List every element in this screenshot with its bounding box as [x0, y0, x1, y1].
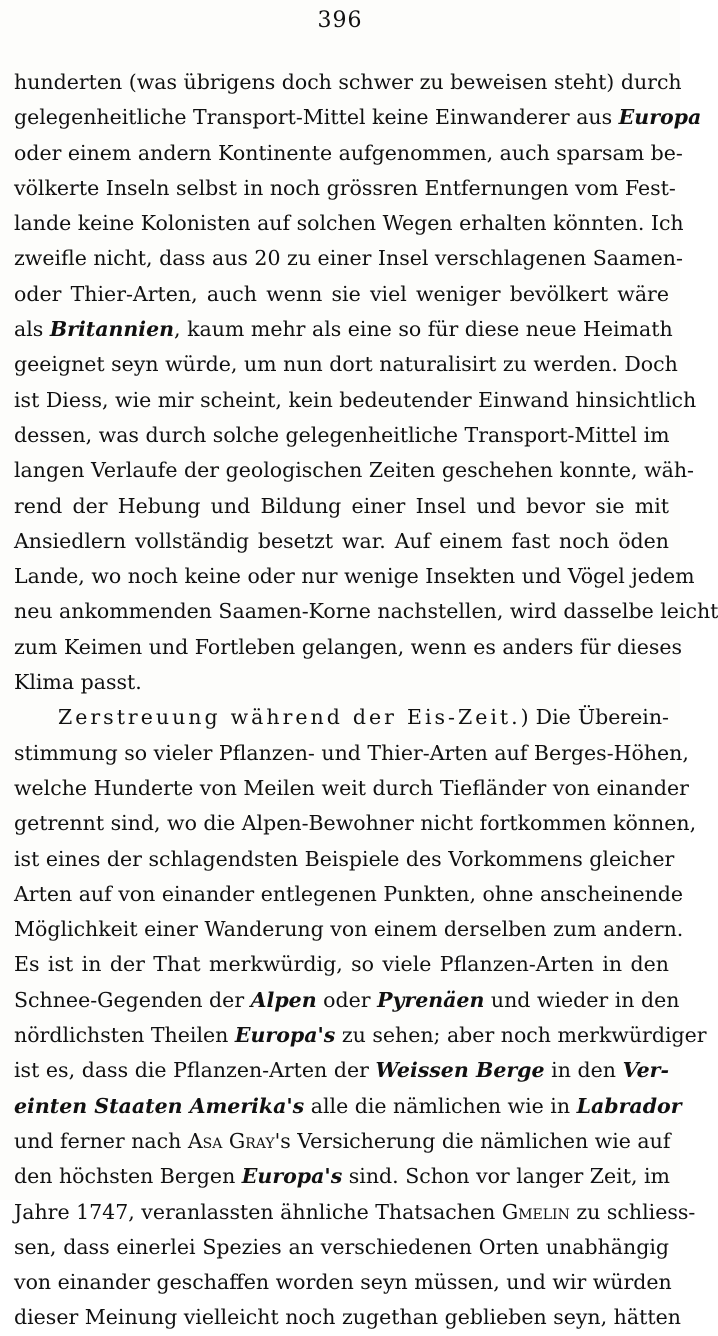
text-segment: zum Keimen und Fortleben gelangen, wenn es anders für dieses [14, 634, 682, 659]
text-segment: Möglichkeit einer Wanderung von einem derselben zum andern. [14, 917, 684, 942]
spaced-heading: Zerstreuung während der Eis-Zeit. [58, 705, 521, 730]
text-segment: und ferner nach [14, 1128, 188, 1153]
text-segment: und wieder in den [484, 987, 680, 1012]
text-line [14, 771, 689, 806]
italic-text: Europa [618, 105, 702, 130]
italic-text: Labrador [576, 1093, 682, 1118]
text-segment: langen Verlaufe der geologischen Zeiten geschehen konnte, wäh- [14, 458, 694, 483]
text-line [14, 277, 669, 312]
text-segment: getrennt sind, wo die Alpen-Bewohner nicht fortkommen können, [14, 811, 697, 836]
text-segment: lande keine Kolonisten auf solchen Wegen erhalten könnten. Ich [14, 211, 684, 236]
italic-text: Alpen [250, 987, 317, 1012]
text-line [14, 1300, 681, 1335]
text-segment: Arten auf von einander entlegenen Punkten, ohne anscheinende [14, 881, 684, 906]
text-segment: 's Versicherung die nämlichen wie auf [274, 1128, 671, 1153]
small-caps-name: Gmelin [501, 1199, 570, 1224]
text-line [14, 1159, 669, 1194]
text-segment: Jahre 1747, veranlassten ähnliche Thatsachen [14, 1199, 502, 1224]
italic-text: Europa's [241, 1164, 343, 1189]
text-line [14, 100, 702, 135]
text-line [14, 1265, 672, 1300]
text-segment: ist es, dass die Pflanzen-Arten der [14, 1058, 376, 1083]
italic-text: Pyrenäen [377, 987, 485, 1012]
text-line [14, 983, 680, 1018]
text-line [14, 736, 689, 771]
text-segment: ist eines der schlagendsten Beispiele des Vorkommens gleicher [14, 846, 675, 871]
text-segment: Schnee-Gegenden der [14, 987, 251, 1012]
text-line [14, 1124, 669, 1159]
text-line [14, 1195, 696, 1230]
text-segment: oder einem andern Kontinente aufgenommen, auch sparsam be- [14, 140, 683, 165]
text-line [14, 806, 697, 841]
text-segment: rend der Hebung und Bildung einer Insel und bevor sie mit [14, 493, 669, 518]
text-line [14, 912, 684, 947]
italic-text: Britannien [49, 317, 175, 342]
text-segment: stimmung so vieler Pflanzen- und Thier-Arten auf Berges-Höhen, [14, 740, 689, 765]
text-segment: Lande, wo noch keine oder nur wenige Insekten und Vögel jedem [14, 564, 695, 589]
text-line [14, 347, 678, 382]
text-segment: in den [544, 1058, 623, 1083]
text-line [14, 524, 669, 559]
italic-text: Ver- [622, 1058, 669, 1083]
text-line [14, 630, 682, 665]
text-segment: zu schliess- [569, 1199, 696, 1224]
text-line [14, 665, 669, 700]
text-segment: sen, dass einerlei Spezies an verschiedenen Orten unabhängig [14, 1234, 669, 1259]
text-line [14, 453, 694, 488]
text-segment: geeignet seyn würde, um nun dort naturalisirt zu werden. Doch [14, 352, 678, 377]
text-line [14, 1053, 669, 1088]
text-line [14, 559, 695, 594]
italic-text: Weissen Berge [375, 1058, 545, 1083]
text-line [14, 241, 683, 276]
text-segment: hunderten (was übrigens doch schwer zu beweisen steht) durch [14, 70, 682, 94]
text-segment: dessen, was durch solche gelegenheitliche Transport-Mittel im [14, 422, 670, 447]
text-segment: nördlichsten Theilen [14, 1023, 235, 1048]
text-line [14, 842, 675, 877]
text-line [14, 65, 682, 100]
text-segment: , kaum mehr als eine so für diese neue Heimath [174, 317, 673, 342]
text-segment: völkerte Inseln selbst in noch grössren Entfernungen vom Fest- [14, 175, 676, 200]
text-segment: ist Diess, wie mir scheint, kein bedeutender Einwand hinsichtlich [14, 387, 697, 412]
text-segment: gelegenheitliche Transport-Mittel keine Einwanderer aus [14, 105, 619, 130]
text-line [14, 383, 697, 418]
text-line [14, 1089, 682, 1124]
text-line [14, 136, 683, 171]
text-line [14, 1018, 707, 1053]
text-segment: welche Hunderte von Meilen weit durch Tiefländer von einander [14, 775, 689, 800]
italic-text: einten Staaten Amerika's [14, 1093, 305, 1118]
text-line [14, 877, 684, 912]
text-line [14, 418, 669, 453]
text-line [14, 312, 673, 347]
text-segment: Klima passt. [14, 670, 142, 695]
text-line [14, 700, 669, 735]
text-segment: als [14, 317, 50, 342]
small-caps-name: Asa Gray [187, 1128, 275, 1153]
text-segment: alle die nämlichen wie in [304, 1093, 577, 1118]
text-segment: zu sehen; aber noch merkwürdiger [335, 1023, 707, 1048]
text-segment: den höchsten Bergen [14, 1164, 242, 1189]
text-segment: dieser Meinung vielleicht noch zugethan geblieben seyn, hätten [14, 1305, 681, 1330]
text-line [14, 206, 684, 241]
text-segment: ) Die Überein- [520, 705, 669, 730]
text-line [14, 171, 676, 206]
text-segment: oder [316, 987, 378, 1012]
text-segment: Es ist in der That merkwürdig, so viele Pflanzen-Arten in den [14, 952, 669, 977]
text-line [14, 947, 669, 982]
text-segment: von einander geschaffen worden seyn müssen, und wir würden [14, 1270, 672, 1295]
text-segment: Ansiedlern vollständig besetzt war. Auf einem fast noch öden [14, 528, 669, 553]
text-segment: neu ankommenden Saamen-Korne nachstellen, wird dasselbe leicht [14, 599, 718, 624]
text-line [14, 1230, 669, 1265]
italic-text: Europa's [234, 1023, 336, 1048]
page-number: 396 [317, 8, 363, 33]
text-line [14, 489, 669, 524]
body-text [14, 65, 718, 1336]
text-line [14, 594, 718, 629]
text-segment: sind. Schon vor langer Zeit, im [342, 1164, 670, 1189]
text-segment: zweifle nicht, dass aus 20 zu einer Insel verschlagenen Saamen- [14, 246, 683, 271]
text-segment: oder Thier-Arten, auch wenn sie viel weniger bevölkert wäre [14, 281, 669, 306]
